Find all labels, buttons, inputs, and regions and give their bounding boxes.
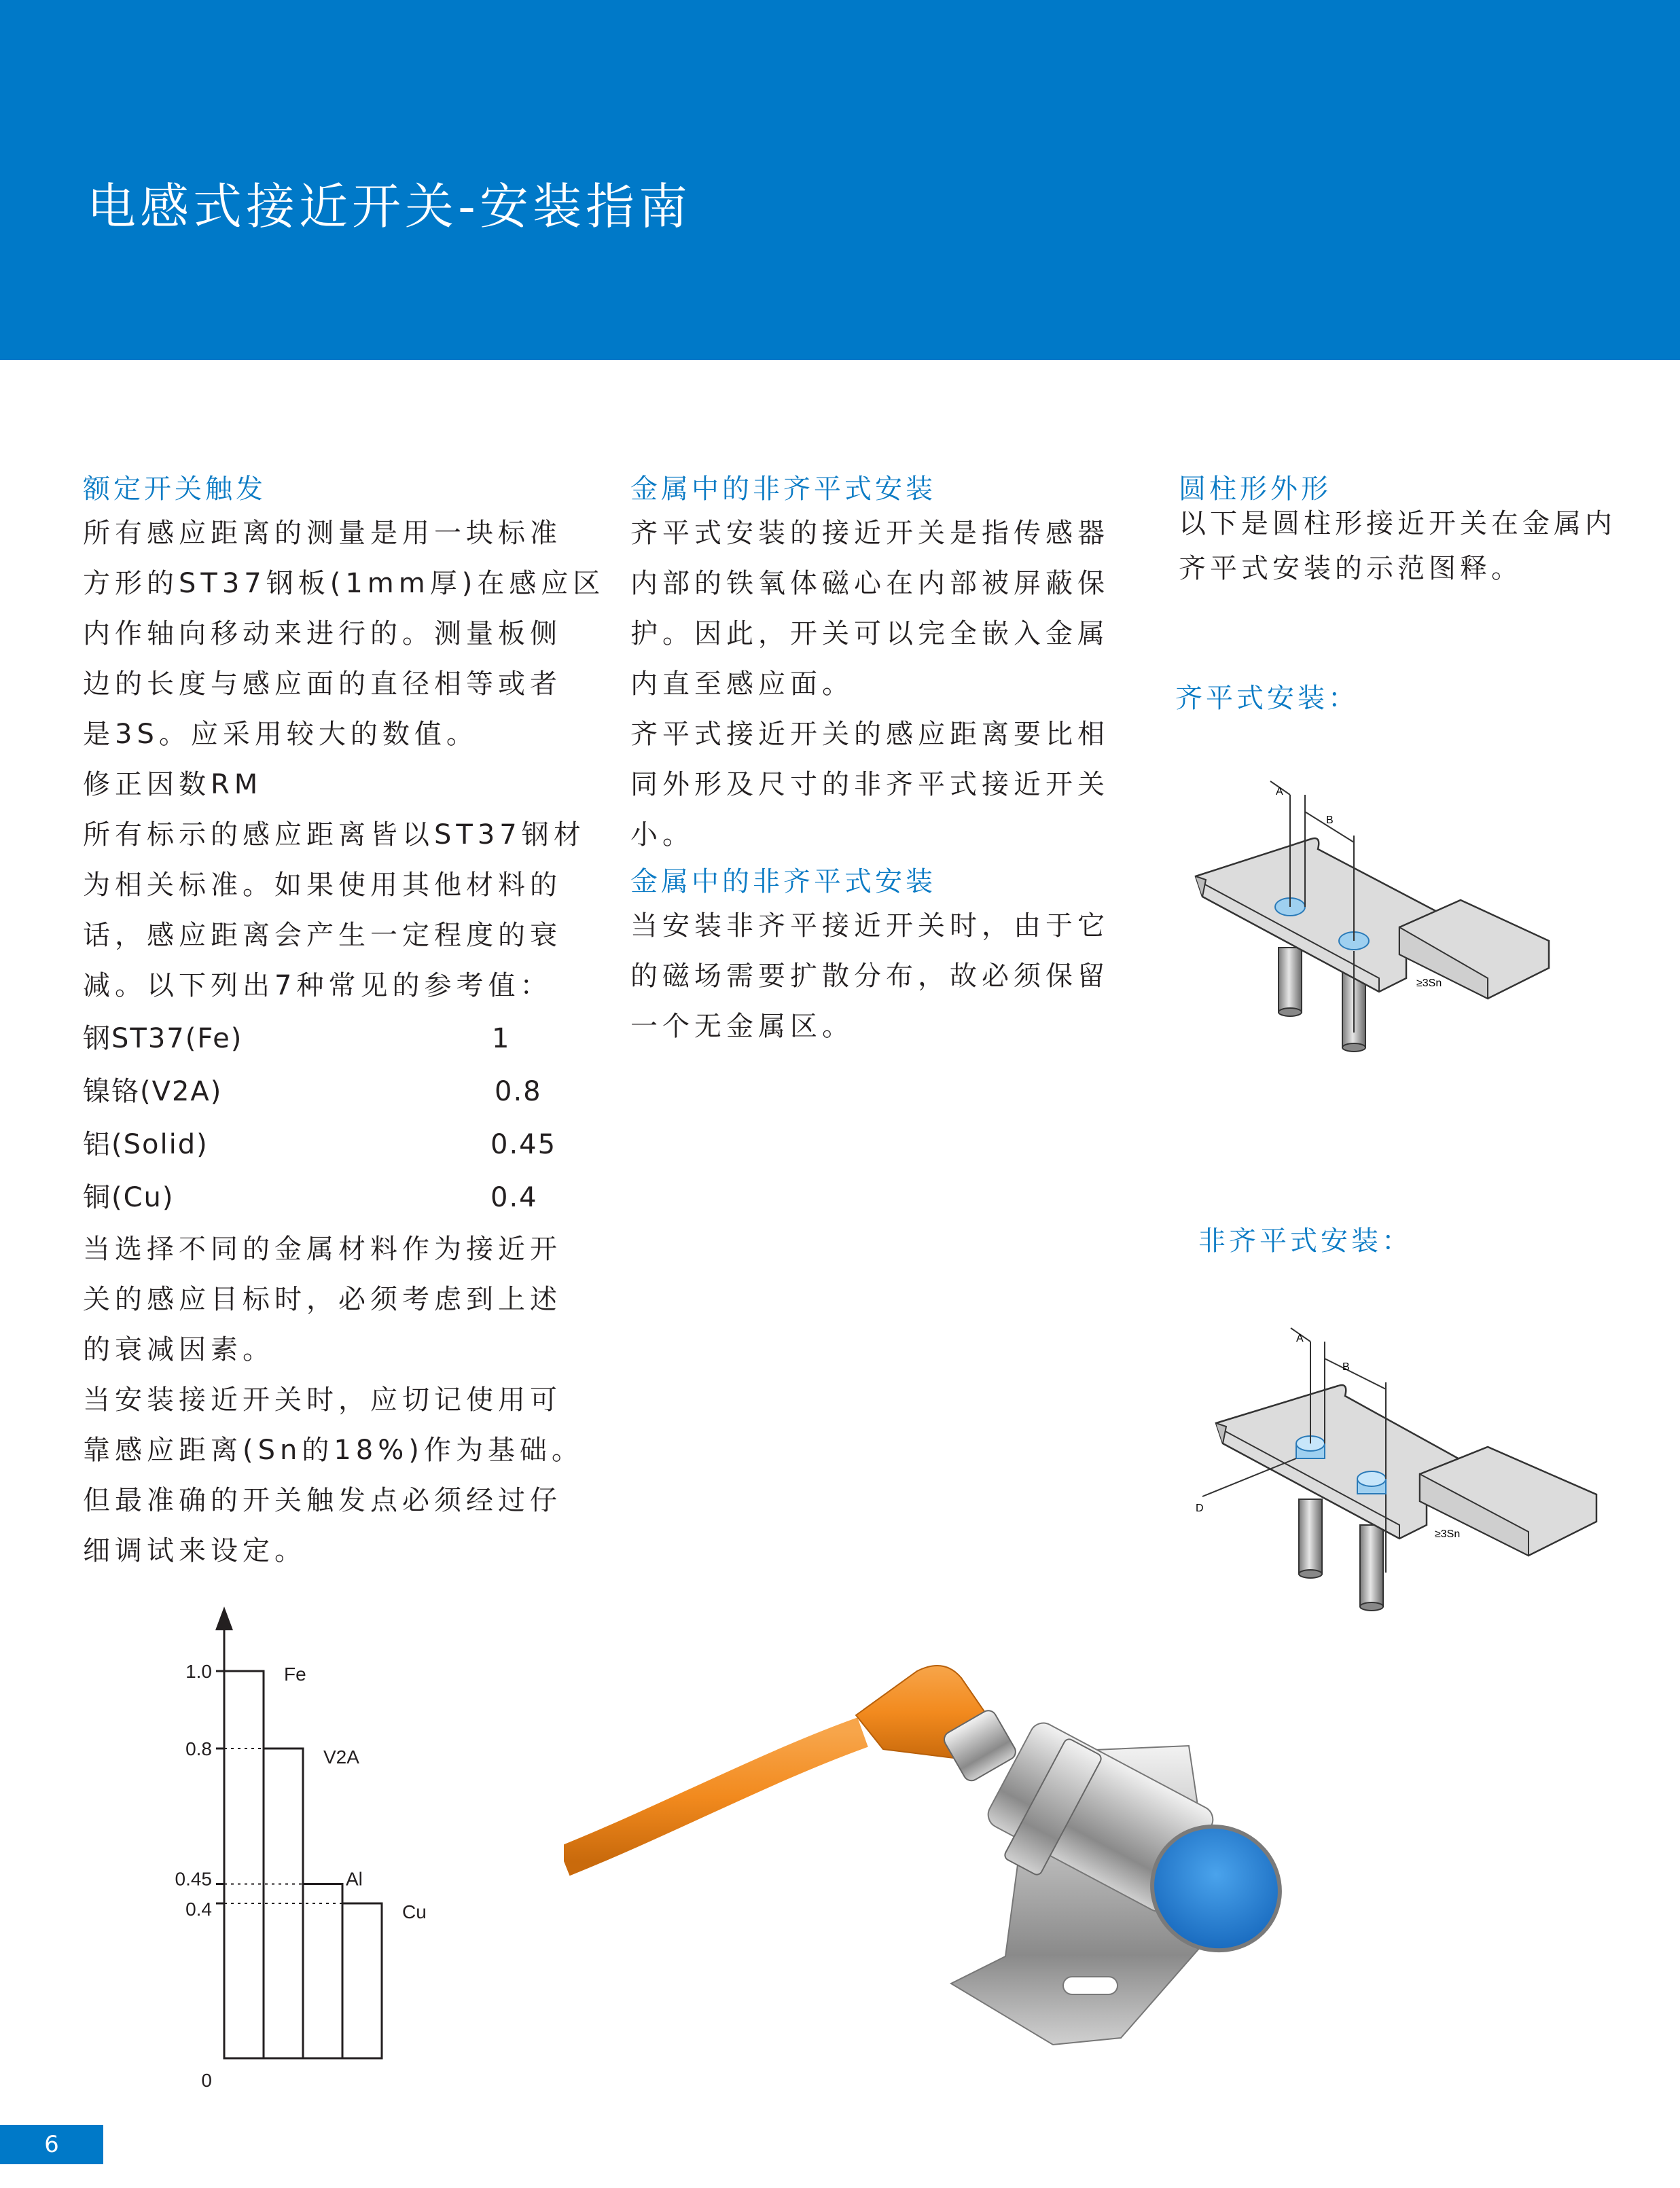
chart-category-label: V2A [323,1746,359,1768]
chart-y-axis-arrow [215,1607,233,1630]
chart-category-label: Al [346,1868,363,1890]
section-heading-nonflush: 金属中的非齐平式安装 [630,866,936,897]
material-name: 镍铬(V2A) [83,1076,223,1107]
dim-label-a: A [1276,786,1283,797]
gap-label: ≥3Sn [1416,978,1442,989]
text-line: 关的感应目标时，必须考虑到上述 [83,1284,562,1315]
text-line: 的磁场需要扩散分布，故必须保留 [630,961,1109,992]
chart-category-label: Cu [402,1901,427,1922]
header-band [0,0,1680,360]
dim-label-d: D [1196,1503,1204,1514]
text-line: 齐平式安装的示范图释。 [1179,553,1522,584]
sensor-product-photo [564,1657,1379,2147]
dim-line [1202,1458,1296,1496]
left-intro-paragraph [83,508,605,1011]
material-factor: 0.4 [490,1182,538,1213]
sensor-body-end [1299,1570,1322,1578]
flush-mount-label: 齐平式安装： [1175,683,1359,714]
sensing-face [1357,1471,1386,1486]
text-line: 齐平式接近开关的感应距离要比相 [630,719,1109,750]
flush-mount-diagram [1182,774,1562,1080]
dim-label-b: B [1342,1361,1350,1373]
metal-plate [1196,838,1454,992]
dim-label-a: A [1296,1333,1304,1344]
material-row [83,1065,599,1118]
text-line: 内直至感应面。 [630,668,854,700]
text-line: 内作轴向移动来进行的。测量板侧 [83,618,562,649]
text-line: 话，感应距离会产生一定程度的衰 [83,920,562,951]
chart-y-tick-label: 0 [201,2070,212,2091]
text-line: 小。 [630,819,694,850]
section-heading-cylindrical: 圆柱形外形 [1179,473,1332,505]
text-line: 内部的铁氧体磁心在内部被屏蔽保 [630,568,1109,599]
material-row [83,1171,599,1224]
text-line: 以下是圆柱形接近开关在金属内 [1179,508,1616,539]
text-line: 齐平式安装的接近开关是指传感器 [630,518,1109,549]
text-line: 所有标示的感应距离皆以ST37钢材 [83,819,586,850]
material-factor: 0.8 [495,1076,542,1107]
sensor-body-end [1342,1043,1365,1052]
correction-factor-chart [136,1603,489,2092]
chart-bar-cu [342,1903,382,2058]
chart-y-tick-label: 0.45 [175,1868,212,1890]
material-name: 铜(Cu) [83,1182,175,1213]
gap-label: ≥3Sn [1435,1528,1461,1540]
material-row [83,1118,599,1171]
material-row [83,1012,599,1065]
section-heading-rated-trigger: 额定开关触发 [83,473,266,505]
text-line: 当安装接近开关时，应切记使用可 [83,1384,562,1416]
text-line: 靠感应距离(Sn的18%)作为基础。 [83,1435,584,1466]
material-factor: 1 [492,1023,511,1054]
sensor-cable [564,1732,863,1861]
material-factor-list [83,1012,599,1224]
material-factor: 0.45 [490,1129,557,1160]
nonflush-mount-diagram [1182,1321,1610,1627]
chart-bar-al [303,1884,342,2059]
middle-column [630,473,1147,1052]
text-line: 当选择不同的金属材料作为接近开 [83,1234,562,1265]
text-line: 细调试来设定。 [83,1535,306,1566]
material-name: 钢ST37(Fe) [83,1023,243,1054]
nonflush-mount-label: 非齐平式安装： [1198,1225,1412,1257]
sensor-body [1279,948,1302,1012]
text-line: 当安装非齐平接近开关时，由于它 [630,910,1109,941]
bracket-slot [1063,1977,1118,1994]
chart-bar-fe [224,1671,264,2058]
section-heading-flush: 金属中的非齐平式安装 [630,473,936,505]
text-line: 边的长度与感应面的直径相等或者 [83,668,562,700]
dim-line [1325,1359,1386,1389]
text-line: 减。以下列出7种常见的参考值： [83,970,552,1001]
dim-label-b: B [1326,814,1334,826]
sensor-body [1360,1525,1383,1607]
chart-category-label: Fe [284,1664,306,1685]
chart-y-tick-label: 0.4 [185,1899,212,1920]
text-line: 是3S。应采用较大的数值。 [83,719,478,750]
text-line: 一个无金属区。 [630,1011,854,1042]
chart-y-tick-label: 1.0 [185,1661,212,1682]
material-name: 铝(Solid) [83,1129,209,1160]
text-line: 的衰减因素。 [83,1334,274,1365]
sensor-body [1299,1499,1322,1574]
chart-y-tick-label: 0.8 [185,1738,212,1759]
text-line: 所有感应距离的测量是用一块标准 [83,518,562,549]
left-outro-paragraph [83,1224,599,1576]
text-line: 但最准确的开关触发点必须经过仔 [83,1485,562,1516]
middle-paragraph-2 [630,901,1147,1052]
page-number: 6 [0,2125,103,2164]
text-line: 为相关标准。如果使用其他材料的 [83,869,562,901]
text-line: 护。因此，开关可以完全嵌入金属 [630,618,1109,649]
text-line: 修正因数RM [83,769,263,800]
chart-bar-v2a [264,1748,303,2058]
left-column [83,473,605,1576]
metal-plate [1216,1385,1474,1539]
text-line: 方形的ST37钢板(1mm厚)在感应区 [83,568,605,599]
page-title: 电感式接近开关-安装指南 [87,178,692,235]
right-column [1179,473,1654,591]
middle-paragraph-1 [630,508,1147,860]
text-line: 同外形及尺寸的非齐平式接近开关 [630,769,1109,800]
sensor-body-end [1279,1008,1302,1016]
sensor-body-end [1360,1602,1383,1611]
right-intro-paragraph [1179,501,1654,591]
